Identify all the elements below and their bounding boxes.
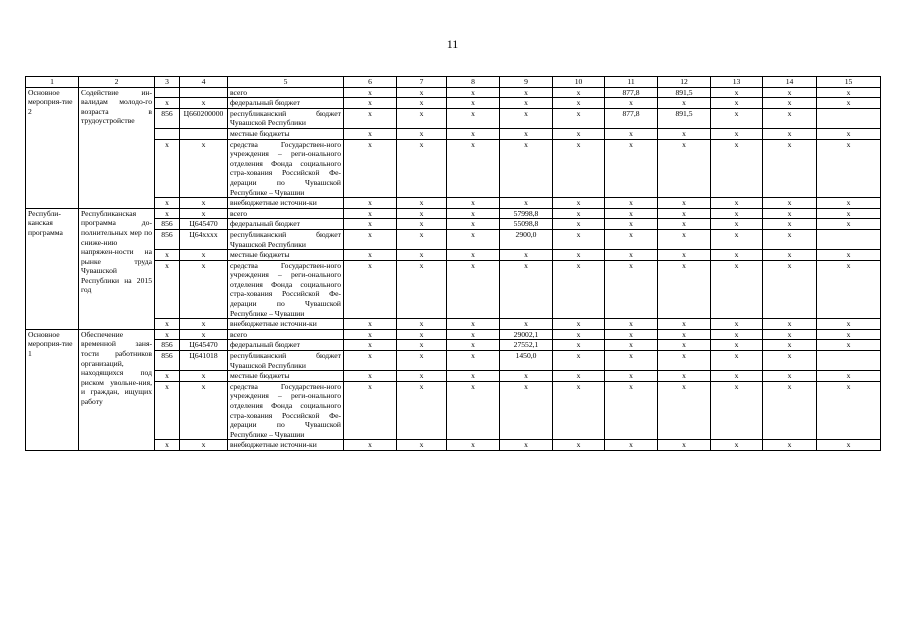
column-header: 4: [180, 77, 228, 88]
table-cell: x: [180, 98, 228, 109]
table-cell: x: [553, 351, 605, 371]
funding-source-cell: всего: [228, 87, 344, 98]
table-row: [26, 128, 881, 139]
table-row: [26, 351, 881, 371]
table-cell: x: [605, 371, 658, 382]
table-cell: x: [397, 208, 447, 219]
table-cell: x: [553, 381, 605, 440]
table-cell: x: [397, 440, 447, 451]
column-header: 11: [605, 77, 658, 88]
table-cell: 856: [155, 108, 180, 128]
table-cell: x: [817, 219, 881, 230]
table-cell: x: [344, 208, 397, 219]
table-cell: x: [180, 319, 228, 330]
table-cell: 2900,0: [500, 229, 553, 249]
column-header: 6: [344, 77, 397, 88]
table-cell: x: [658, 329, 711, 340]
table-cell: x: [605, 260, 658, 319]
table-row: [26, 381, 881, 440]
table-cell: x: [711, 98, 763, 109]
table-cell: [155, 87, 180, 98]
column-header: 3: [155, 77, 180, 88]
table-cell: x: [817, 260, 881, 319]
table-cell: x: [763, 198, 817, 209]
table-row: [26, 371, 881, 382]
table-cell: x: [817, 329, 881, 340]
table-cell: x: [180, 208, 228, 219]
table-cell: x: [447, 139, 500, 198]
table-cell: x: [397, 381, 447, 440]
table-cell: x: [605, 440, 658, 451]
table-cell: 29002,1: [500, 329, 553, 340]
table-cell: x: [180, 260, 228, 319]
funding-source-cell: внебюджетные источни-ки: [228, 440, 344, 451]
table-row: [26, 219, 881, 230]
table-row: [26, 108, 881, 128]
table-cell: x: [500, 87, 553, 98]
table-cell: x: [180, 381, 228, 440]
table-cell: x: [553, 260, 605, 319]
table-cell: x: [605, 381, 658, 440]
table-row: [26, 340, 881, 351]
table-cell: x: [344, 440, 397, 451]
table-cell: x: [763, 440, 817, 451]
table-cell: x: [711, 87, 763, 98]
table-cell: x: [605, 198, 658, 209]
table-cell: x: [658, 371, 711, 382]
table-cell: x: [763, 229, 817, 249]
table-cell: 856: [155, 351, 180, 371]
table-cell: x: [344, 139, 397, 198]
table-row: [26, 319, 881, 330]
table-cell: x: [711, 340, 763, 351]
funding-source-cell: республиканский бюджет Чувашской Республики: [228, 229, 344, 249]
table-cell: x: [763, 329, 817, 340]
table-cell: x: [500, 108, 553, 128]
table-body: [26, 87, 881, 450]
table-cell: [817, 108, 881, 128]
table-cell: x: [817, 371, 881, 382]
table-cell: x: [155, 440, 180, 451]
table-row: [26, 440, 881, 451]
table-cell: x: [553, 219, 605, 230]
budget-table: [25, 76, 881, 451]
table-cell: x: [500, 260, 553, 319]
funding-source-cell: республиканский бюджет Чувашской Республики: [228, 351, 344, 371]
table-cell: [155, 128, 180, 139]
table-cell: x: [344, 219, 397, 230]
table-cell: x: [763, 108, 817, 128]
funding-source-cell: местные бюджеты: [228, 250, 344, 261]
table-cell: x: [447, 98, 500, 109]
table-cell: x: [605, 250, 658, 261]
funding-source-cell: всего: [228, 208, 344, 219]
table-row: [26, 260, 881, 319]
table-cell: 891,5: [658, 87, 711, 98]
table-cell: x: [447, 250, 500, 261]
column-header: 9: [500, 77, 553, 88]
table-cell: x: [553, 139, 605, 198]
table-cell: x: [344, 198, 397, 209]
table-cell: x: [155, 198, 180, 209]
table-cell: x: [711, 229, 763, 249]
table-cell: 27552,1: [500, 340, 553, 351]
table-cell: 1450,0: [500, 351, 553, 371]
table-cell: x: [397, 128, 447, 139]
table-cell: x: [763, 219, 817, 230]
table-cell: x: [180, 371, 228, 382]
table-cell: x: [817, 87, 881, 98]
table-cell: x: [447, 229, 500, 249]
table-cell: Ц660200000: [180, 108, 228, 128]
table-cell: x: [658, 229, 711, 249]
funding-source-cell: федеральный бюджет: [228, 219, 344, 230]
table-cell: x: [711, 128, 763, 139]
table-cell: x: [658, 340, 711, 351]
table-cell: x: [397, 108, 447, 128]
table-cell: x: [397, 139, 447, 198]
table-cell: x: [500, 128, 553, 139]
table-cell: x: [711, 351, 763, 371]
funding-source-cell: федеральный бюджет: [228, 98, 344, 109]
table-cell: x: [447, 319, 500, 330]
table-cell: x: [658, 351, 711, 371]
funding-source-cell: всего: [228, 329, 344, 340]
funding-source-cell: республиканский бюджет Чувашской Республики: [228, 108, 344, 128]
table-cell: x: [763, 98, 817, 109]
table-cell: 877,8: [605, 87, 658, 98]
table-cell: x: [711, 198, 763, 209]
table-cell: x: [500, 139, 553, 198]
table-cell: x: [763, 371, 817, 382]
table-cell: x: [658, 260, 711, 319]
table-cell: x: [155, 371, 180, 382]
table-cell: 877,8: [605, 108, 658, 128]
table-cell: x: [605, 208, 658, 219]
table-cell: x: [397, 340, 447, 351]
table-cell: x: [397, 250, 447, 261]
table-cell: [180, 128, 228, 139]
table-cell: x: [605, 329, 658, 340]
column-header: 2: [79, 77, 155, 88]
table-cell: x: [500, 250, 553, 261]
table-row: [26, 329, 881, 340]
table-cell: x: [658, 440, 711, 451]
table-cell: x: [500, 198, 553, 209]
table-cell: x: [397, 260, 447, 319]
table-cell: x: [763, 208, 817, 219]
measure-description-cell: Республиканская программа до-полнительных мер по сниже-нию напряжен-ности на рынке труда Чувашской Республики на 2015 год: [79, 208, 155, 329]
column-header: 5: [228, 77, 344, 88]
table-cell: x: [711, 319, 763, 330]
table-cell: x: [447, 371, 500, 382]
table-cell: x: [553, 198, 605, 209]
table-cell: x: [711, 108, 763, 128]
table-cell: x: [447, 351, 500, 371]
table-row: [26, 208, 881, 219]
table-cell: x: [711, 329, 763, 340]
table-cell: x: [447, 329, 500, 340]
table-cell: x: [155, 139, 180, 198]
table-cell: x: [658, 381, 711, 440]
table-cell: Ц645470: [180, 340, 228, 351]
table-cell: x: [397, 351, 447, 371]
column-header: 14: [763, 77, 817, 88]
table-cell: x: [763, 381, 817, 440]
table-cell: x: [763, 340, 817, 351]
table-cell: x: [344, 98, 397, 109]
table-cell: x: [344, 87, 397, 98]
table-cell: x: [605, 351, 658, 371]
funding-source-cell: средства Государствен-ного учреждения – реги-онального отделения Фонда социального стра-хования Российской Фе-дерации по Чувашской Республике – Чувашии: [228, 260, 344, 319]
table-cell: x: [553, 319, 605, 330]
table-cell: x: [447, 198, 500, 209]
table-cell: x: [817, 319, 881, 330]
table-cell: x: [155, 250, 180, 261]
table-cell: x: [817, 381, 881, 440]
table-cell: 856: [155, 219, 180, 230]
table-cell: x: [447, 208, 500, 219]
table-cell: x: [763, 139, 817, 198]
table-cell: x: [180, 329, 228, 340]
table-cell: x: [180, 250, 228, 261]
table-row: [26, 87, 881, 98]
column-header: 15: [817, 77, 881, 88]
table-cell: x: [344, 108, 397, 128]
funding-source-cell: средства Государствен-ного учреждения – реги-онального отделения Фонда социального стра-хования Российской Фе-дерации по Чувашской Республике – Чувашии: [228, 139, 344, 198]
table-cell: x: [553, 229, 605, 249]
table-header: [26, 77, 881, 88]
table-cell: [817, 351, 881, 371]
table-cell: x: [155, 208, 180, 219]
table-cell: x: [605, 319, 658, 330]
table-cell: x: [711, 208, 763, 219]
table-cell: x: [553, 87, 605, 98]
column-header: 1: [26, 77, 79, 88]
table-cell: x: [397, 371, 447, 382]
table-cell: x: [553, 371, 605, 382]
table-cell: x: [447, 260, 500, 319]
table-cell: x: [658, 128, 711, 139]
table-cell: x: [397, 229, 447, 249]
table-cell: x: [763, 319, 817, 330]
table-cell: 856: [155, 229, 180, 249]
measure-name-cell: Основное мероприя-тие 2: [26, 87, 79, 208]
table-cell: x: [817, 440, 881, 451]
table-cell: x: [155, 329, 180, 340]
table-cell: x: [711, 440, 763, 451]
table-cell: x: [447, 340, 500, 351]
table-cell: x: [658, 198, 711, 209]
table-cell: x: [553, 329, 605, 340]
table-cell: x: [605, 128, 658, 139]
table-cell: x: [658, 250, 711, 261]
table-cell: x: [763, 351, 817, 371]
table-cell: x: [817, 208, 881, 219]
table-cell: x: [344, 260, 397, 319]
funding-source-cell: внебюджетные источни-ки: [228, 319, 344, 330]
table-cell: x: [500, 371, 553, 382]
table-row: [26, 229, 881, 249]
column-header: 13: [711, 77, 763, 88]
table-cell: x: [605, 340, 658, 351]
table-cell: x: [658, 208, 711, 219]
table-cell: x: [397, 329, 447, 340]
table-cell: x: [180, 440, 228, 451]
table-cell: x: [763, 128, 817, 139]
table-cell: x: [658, 319, 711, 330]
table-cell: x: [711, 260, 763, 319]
table-cell: x: [447, 128, 500, 139]
table-cell: x: [447, 440, 500, 451]
funding-source-cell: местные бюджеты: [228, 371, 344, 382]
table-row: [26, 250, 881, 261]
table-cell: x: [500, 98, 553, 109]
table-cell: 891,5: [658, 108, 711, 128]
column-header: 8: [447, 77, 500, 88]
table-cell: x: [500, 319, 553, 330]
table-cell: x: [500, 381, 553, 440]
table-cell: x: [447, 108, 500, 128]
table-cell: x: [763, 260, 817, 319]
table-cell: x: [553, 440, 605, 451]
table-cell: x: [447, 219, 500, 230]
table-cell: x: [553, 108, 605, 128]
header-row: [26, 77, 881, 88]
table-cell: x: [553, 128, 605, 139]
funding-source-cell: средства Государствен-ного учреждения – реги-онального отделения Фонда социального стра-хования Российской Фе-дерации по Чувашской Республике – Чувашии: [228, 381, 344, 440]
funding-source-cell: федеральный бюджет: [228, 340, 344, 351]
table-cell: x: [711, 250, 763, 261]
table-cell: 856: [155, 340, 180, 351]
table-cell: x: [344, 381, 397, 440]
table-cell: x: [397, 319, 447, 330]
table-cell: x: [605, 219, 658, 230]
table-cell: x: [711, 139, 763, 198]
table-cell: x: [155, 319, 180, 330]
table-cell: x: [180, 139, 228, 198]
column-header: 7: [397, 77, 447, 88]
measure-description-cell: Обеспечение временной заня-тости работников организаций, находящихся под риском увольне-ния, и граждан, ищущих работу: [79, 329, 155, 450]
table-cell: x: [763, 87, 817, 98]
table-cell: x: [605, 229, 658, 249]
table-cell: x: [817, 139, 881, 198]
column-header: 10: [553, 77, 605, 88]
table-cell: x: [397, 219, 447, 230]
table-cell: x: [553, 208, 605, 219]
table-cell: x: [658, 219, 711, 230]
table-cell: x: [344, 340, 397, 351]
table-cell: x: [711, 371, 763, 382]
table-cell: x: [658, 98, 711, 109]
table-cell: x: [397, 198, 447, 209]
table-cell: x: [180, 198, 228, 209]
table-cell: Ц641018: [180, 351, 228, 371]
table-cell: x: [344, 229, 397, 249]
table-cell: x: [155, 260, 180, 319]
table-cell: x: [817, 198, 881, 209]
table-cell: x: [711, 381, 763, 440]
table-cell: x: [397, 87, 447, 98]
table-cell: 57998,8: [500, 208, 553, 219]
measure-name-cell: Республи-канская программа: [26, 208, 79, 329]
table-cell: x: [447, 87, 500, 98]
table-cell: x: [553, 340, 605, 351]
table-cell: x: [817, 250, 881, 261]
table-cell: x: [817, 98, 881, 109]
table-cell: x: [155, 381, 180, 440]
table-cell: x: [155, 98, 180, 109]
table-cell: x: [344, 329, 397, 340]
table-cell: x: [817, 340, 881, 351]
table-cell: [180, 87, 228, 98]
measure-description-cell: Содействие ин-валидам молодо-го возраста в трудоустройстве: [79, 87, 155, 208]
table-row: [26, 198, 881, 209]
table-cell: x: [344, 371, 397, 382]
table-cell: x: [553, 98, 605, 109]
table-cell: x: [711, 219, 763, 230]
table-cell: x: [605, 98, 658, 109]
measure-name-cell: Основное мероприя-тие 1: [26, 329, 79, 450]
table-cell: x: [658, 139, 711, 198]
table-cell: x: [344, 250, 397, 261]
table-cell: Ц64xxxx: [180, 229, 228, 249]
table-cell: x: [763, 250, 817, 261]
funding-source-cell: местные бюджеты: [228, 128, 344, 139]
table-row: [26, 98, 881, 109]
column-header: 12: [658, 77, 711, 88]
table-cell: x: [605, 139, 658, 198]
page-number: 11: [446, 37, 459, 51]
table-cell: x: [344, 319, 397, 330]
table-cell: x: [817, 128, 881, 139]
table-cell: x: [344, 128, 397, 139]
table-row: [26, 139, 881, 198]
table-cell: Ц645470: [180, 219, 228, 230]
table-cell: x: [397, 98, 447, 109]
table-cell: [817, 229, 881, 249]
table-cell: x: [500, 440, 553, 451]
funding-source-cell: внебюджетные источни-ки: [228, 198, 344, 209]
table-cell: x: [344, 351, 397, 371]
table-cell: 55098,8: [500, 219, 553, 230]
table-cell: x: [553, 250, 605, 261]
table-cell: x: [447, 381, 500, 440]
